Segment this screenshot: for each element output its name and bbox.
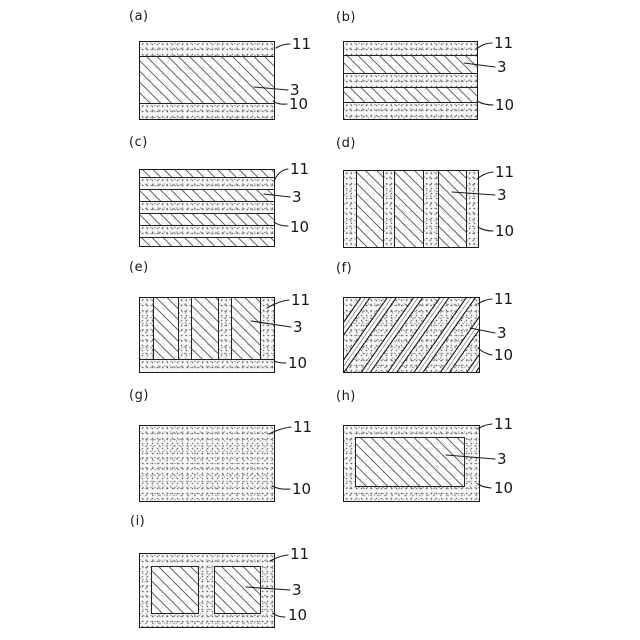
leader-f-10 [478,348,492,355]
leader-h-11 [478,424,492,429]
stipple-column [179,298,191,359]
leader-b-11 [478,43,492,48]
panel-b-ref-10: 10 [495,96,515,114]
panel-c-diagram [139,169,275,247]
panel-e-caption: (e) [129,260,149,275]
stipple-layer [344,102,477,119]
hatch-layer [140,237,274,246]
panel-e-ref-10: 10 [288,354,308,372]
leader-a-10 [273,101,287,104]
panel-i-ref-11: 11 [290,545,310,563]
stipple-column [140,298,153,359]
hatch-column [356,171,384,247]
panel-h-ref-11: 11 [494,415,514,433]
panel-i-ref-3: 3 [292,581,302,599]
column-region [140,298,274,359]
panel-e-ref-3: 3 [293,318,303,336]
panel-f-ref-11: 11 [494,290,514,308]
diagonal-stripe-region [344,298,479,372]
leader-c-11 [274,169,288,181]
panel-b-ref-11: 11 [494,34,514,52]
hatch-block-left [151,566,199,614]
panel-d-ref-3: 3 [497,186,507,204]
stipple-layer [140,42,274,56]
panel-b-caption: (b) [336,10,356,25]
hatch-column [231,298,261,359]
panel-i-caption: (i) [130,514,146,529]
leader-c-10 [274,222,288,226]
panel-a-ref-11: 11 [292,35,312,53]
panel-d-caption: (d) [336,136,356,151]
hatch-layer [140,189,274,201]
hatch-column [153,298,179,359]
panel-f-diagram [343,297,480,373]
stipple-layer [344,73,477,87]
stipple-column [384,171,394,247]
stipple-column [219,298,231,359]
stipple-layer [140,177,274,189]
hatch-column [191,298,219,359]
stipple-layer [140,225,274,237]
hatch-layer [344,55,477,73]
panel-a-caption: (a) [129,9,149,24]
leader-a-11 [276,44,290,48]
panel-d-ref-11: 11 [495,163,515,181]
panel-f-ref-3: 3 [497,324,507,342]
hatch-layer [344,87,477,102]
panel-i-diagram [139,553,275,628]
panel-a-diagram [139,41,275,120]
leader-b-10 [477,101,493,105]
panel-c-ref-11: 11 [290,160,310,178]
hatch-column [438,171,467,247]
panel-c-ref-3: 3 [292,188,302,206]
panel-a-ref-3: 3 [290,81,300,99]
panel-g-ref-11: 11 [293,418,313,436]
hatch-block-right [214,566,261,614]
stipple-column [467,171,478,247]
hatch-core [355,437,465,487]
stipple-layer [140,201,274,213]
leader-d-10 [478,227,493,231]
panel-i-ref-10: 10 [288,606,308,624]
panel-b-ref-3: 3 [497,58,507,76]
hatch-layer [140,56,274,103]
stipple-layer [344,42,477,55]
panel-d-diagram [343,170,479,248]
leader-d-11 [477,172,493,179]
leader-e-10 [274,361,286,363]
panel-b-diagram [343,41,478,120]
stipple-region [140,426,274,501]
hatch-column [394,171,424,247]
stipple-column [424,171,438,247]
hatch-layer [140,213,274,225]
stipple-layer [140,103,274,119]
panel-h-ref-10: 10 [494,479,514,497]
panel-h-diagram [343,425,480,502]
panel-e-diagram [139,297,275,373]
panel-g-ref-10: 10 [292,480,312,498]
panel-h-caption: (h) [336,389,356,404]
hatch-layer [140,170,274,177]
panel-d-ref-10: 10 [495,222,515,240]
panel-g-caption: (g) [129,388,149,403]
stipple-base-band [140,359,274,372]
panel-f-ref-10: 10 [494,346,514,364]
panel-a-ref-10: 10 [289,95,309,113]
stipple-column [261,298,274,359]
panel-h-ref-3: 3 [497,450,507,468]
panel-f-caption: (f) [336,261,353,276]
panel-c-caption: (c) [129,135,148,150]
stipple-column [344,171,356,247]
panel-e-ref-11: 11 [291,291,311,309]
leader-f-11 [478,299,492,304]
panel-g-diagram [139,425,275,502]
panel-c-ref-10: 10 [290,218,310,236]
